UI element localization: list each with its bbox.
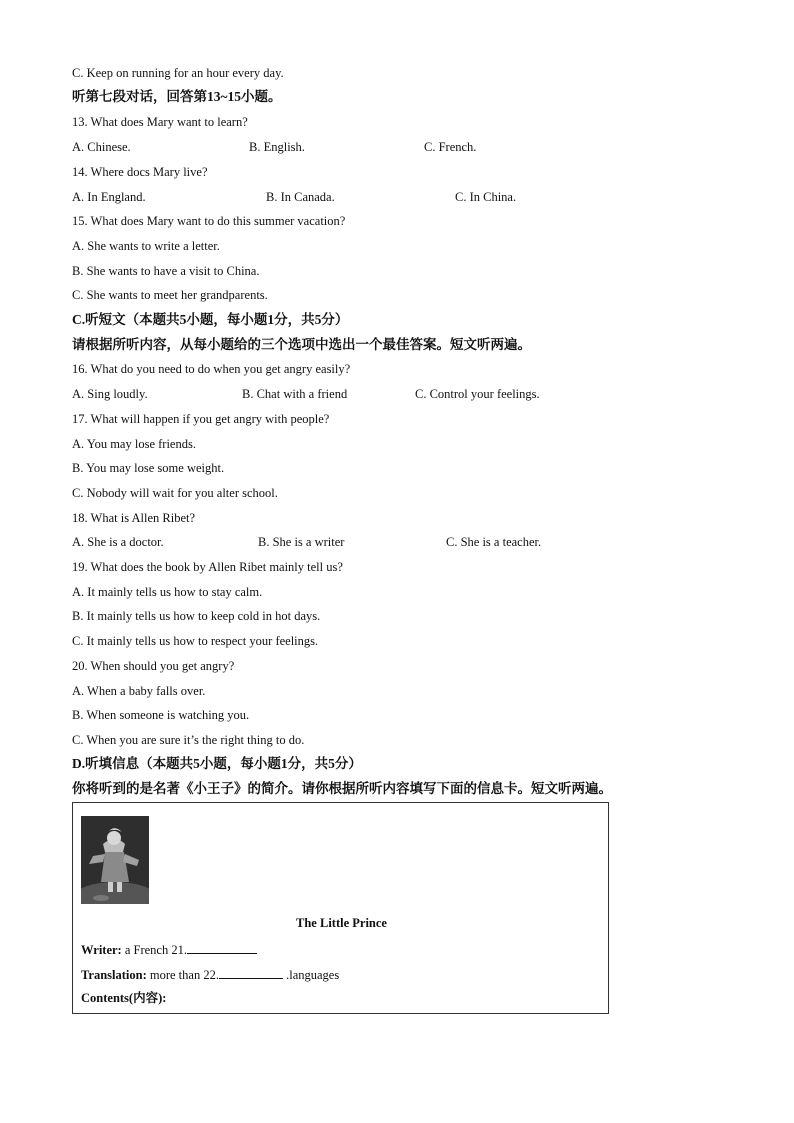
question-19: 19. What does the book by Allen Ribet mainly tell us? (72, 560, 343, 574)
option-14c: C. In China. (455, 190, 517, 204)
question-14: 14. Where docs Mary live? (72, 165, 208, 179)
section-d-heading: D.听填信息（本题共5小题，每小题1分，共5分） (72, 756, 362, 771)
option-15b: B. She wants to have a visit to China. (72, 264, 260, 278)
option-17b: B. You may lose some weight. (72, 461, 225, 475)
question-16: 16. What do you need to do when you get angry easily? (72, 362, 351, 376)
option-17c: C. Nobody will wait for you alter school. (72, 486, 278, 500)
translation-suffix: .languages (286, 968, 340, 982)
translation-label: Translation: (81, 968, 147, 982)
question-15: 15. What does Mary want to do this summer vacation? (72, 214, 346, 228)
option-15a: A. She wants to write a letter. (72, 239, 220, 253)
book-title: The Little Prince (296, 916, 387, 930)
question-17: 17. What will happen if you get angry with people? (72, 412, 330, 426)
writer-label: Writer: (81, 943, 122, 957)
contents-label: Contents(内容): (81, 991, 167, 1005)
option-13b: B. English. (249, 140, 305, 154)
info-card (72, 802, 609, 1014)
option-20a: A. When a baby falls over. (72, 684, 206, 698)
option-15c: C. She wants to meet her grandparents. (72, 288, 268, 302)
option-19c: C. It mainly tells us how to respect your feelings. (72, 634, 319, 648)
option-18b: B. She is a writer (258, 535, 345, 549)
question-18: 18. What is Allen Ribet? (72, 511, 196, 525)
option-19b: B. It mainly tells us how to keep cold in hot days. (72, 609, 321, 623)
writer-text: a French 21. (124, 943, 187, 957)
option-14b: B. In Canada. (266, 190, 335, 204)
option-17a: A. You may lose friends. (72, 437, 196, 451)
option-13c: C. French. (424, 140, 477, 154)
blank-22[interactable] (219, 966, 283, 979)
question-13: 13. What does Mary want to learn? (72, 115, 248, 129)
section-d-instruction: 你将听到的是名著《小王子》的简介。请你根据所听内容填写下面的信息卡。短文听两遍。 (72, 781, 612, 796)
section-instruction-dialogue-7: 听第七段对话，回答第13~15小题。 (72, 89, 282, 104)
translation-row (81, 966, 339, 983)
section-c-heading: C.听短文（本题共5小题，每小题1分，共5分） (72, 312, 349, 327)
option-19a: A. It mainly tells us how to stay calm. (72, 585, 263, 599)
option-20b: B. When someone is watching you. (72, 708, 250, 722)
option-16a: A. Sing loudly. (72, 387, 148, 401)
option-20c: C. When you are sure it’s the right thing to do. (72, 733, 305, 747)
option-13a: A. Chinese. (72, 140, 131, 154)
section-c-instruction: 请根据所听内容，从每小题给的三个选项中选出一个最佳答案。短文听两遍。 (72, 337, 531, 352)
option-12c: C. Keep on running for an hour every day. (72, 66, 284, 80)
option-14a: A. In England. (72, 190, 146, 204)
writer-row (81, 941, 257, 958)
little-prince-image (81, 816, 149, 904)
question-20: 20. When should you get angry? (72, 659, 235, 673)
option-16b: B. Chat with a friend (242, 387, 348, 401)
translation-text: more than 22. (149, 968, 219, 982)
option-18c: C. She is a teacher. (446, 535, 542, 549)
option-18a: A. She is a doctor. (72, 535, 164, 549)
option-16c: C. Control your feelings. (415, 387, 540, 401)
blank-21[interactable] (187, 941, 257, 954)
contents-row (81, 990, 166, 1006)
